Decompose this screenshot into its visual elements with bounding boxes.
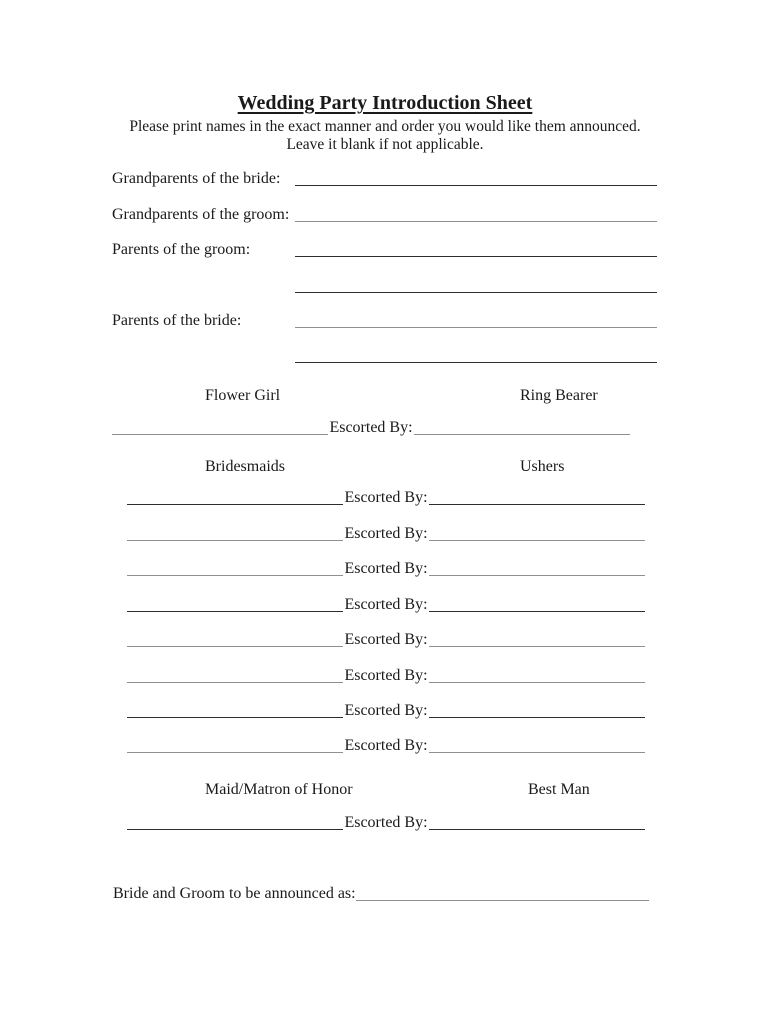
usher-8-name-input[interactable] <box>429 751 645 753</box>
parents-groom-input-1[interactable] <box>295 255 657 257</box>
usher-6-name-input[interactable] <box>429 681 645 683</box>
escorted-by-label: Escorted By: <box>344 525 428 542</box>
bridesmaid-5-name-input[interactable] <box>127 645 343 647</box>
best-man-name-input[interactable] <box>429 828 645 830</box>
escorted-by-label: Escorted By: <box>329 419 413 436</box>
flower-girl-header: Flower Girl <box>205 387 281 404</box>
parents-bride-row-2 <box>112 345 657 367</box>
usher-3-name-input[interactable] <box>429 574 645 576</box>
ushers-header: Ushers <box>520 458 565 475</box>
parents-groom-label: Parents of the groom: <box>112 241 251 258</box>
instructions-line-1: Please print names in the exact manner and order you would like them announced. <box>129 118 641 135</box>
announced-as-label: Bride and Groom to be announced as: <box>113 885 356 902</box>
maid-matron-of-honor-header: Maid/Matron of Honor <box>205 781 353 798</box>
bridesmaid-6-name-input[interactable] <box>127 681 343 683</box>
escorted-by-label: Escorted By: <box>344 814 428 831</box>
bridesmaid-escort-row-7 <box>127 700 645 722</box>
honor-bestman-headers <box>0 780 770 800</box>
escorted-by-label: Escorted By: <box>344 631 428 648</box>
bridesmaid-4-name-input[interactable] <box>127 610 343 612</box>
escorted-by-label: Escorted By: <box>344 737 428 754</box>
ring-bearer-header: Ring Bearer <box>520 387 598 404</box>
escorted-by-label: Escorted By: <box>344 596 428 613</box>
bridesmaid-8-name-input[interactable] <box>127 751 343 753</box>
usher-5-name-input[interactable] <box>429 645 645 647</box>
instructions-line-2: Leave it blank if not applicable. <box>286 136 484 153</box>
bridesmaid-escort-row-2 <box>127 523 645 545</box>
bridesmaid-escort-row-6 <box>127 665 645 687</box>
grandparents-groom-label: Grandparents of the groom: <box>112 206 290 223</box>
usher-2-name-input[interactable] <box>429 539 645 541</box>
parents-groom-row <box>112 239 657 261</box>
maid-of-honor-name-input[interactable] <box>127 828 343 830</box>
best-man-header: Best Man <box>528 781 590 798</box>
grandparents-bride-label: Grandparents of the bride: <box>112 170 281 187</box>
bridesmaid-escort-row-8 <box>127 735 645 757</box>
escorted-by-label: Escorted By: <box>344 667 428 684</box>
escorted-by-label: Escorted By: <box>344 702 428 719</box>
grandparents-groom-row <box>112 204 657 226</box>
parents-groom-row-2 <box>112 275 657 297</box>
bridesmaid-escort-row-1 <box>127 487 645 509</box>
grandparents-groom-input[interactable] <box>295 220 657 222</box>
parents-bride-input-1[interactable] <box>295 326 657 328</box>
bridesmaids-ushers-headers <box>0 457 770 477</box>
bridesmaid-escort-row-4 <box>127 594 645 616</box>
bridesmaid-7-name-input[interactable] <box>127 716 343 718</box>
parents-bride-label: Parents of the bride: <box>112 312 242 329</box>
flower-girl-name-input[interactable] <box>112 433 328 435</box>
parents-groom-input-2[interactable] <box>295 291 657 293</box>
usher-1-name-input[interactable] <box>429 503 645 505</box>
parents-bride-input-2[interactable] <box>295 361 657 363</box>
usher-4-name-input[interactable] <box>429 610 645 612</box>
honor-escort-row <box>127 812 645 834</box>
parents-bride-row <box>112 310 657 332</box>
announced-as-row <box>113 883 649 905</box>
grandparents-bride-input[interactable] <box>295 184 657 186</box>
ring-bearer-name-input[interactable] <box>414 433 630 435</box>
grandparents-bride-row <box>112 168 657 190</box>
announced-as-input[interactable] <box>356 899 649 901</box>
usher-7-name-input[interactable] <box>429 716 645 718</box>
escorted-by-label: Escorted By: <box>344 489 428 506</box>
flower-girl-escort-row <box>112 417 630 439</box>
form-title: Wedding Party Introduction Sheet <box>237 92 533 114</box>
flower-girl-ring-bearer-headers <box>0 386 770 406</box>
bridesmaids-header: Bridesmaids <box>205 458 285 475</box>
bridesmaid-3-name-input[interactable] <box>127 574 343 576</box>
escorted-by-label: Escorted By: <box>344 560 428 577</box>
bridesmaid-1-name-input[interactable] <box>127 503 343 505</box>
bridesmaid-escort-row-3 <box>127 558 645 580</box>
bridesmaid-2-name-input[interactable] <box>127 539 343 541</box>
bridesmaid-escort-row-5 <box>127 629 645 651</box>
